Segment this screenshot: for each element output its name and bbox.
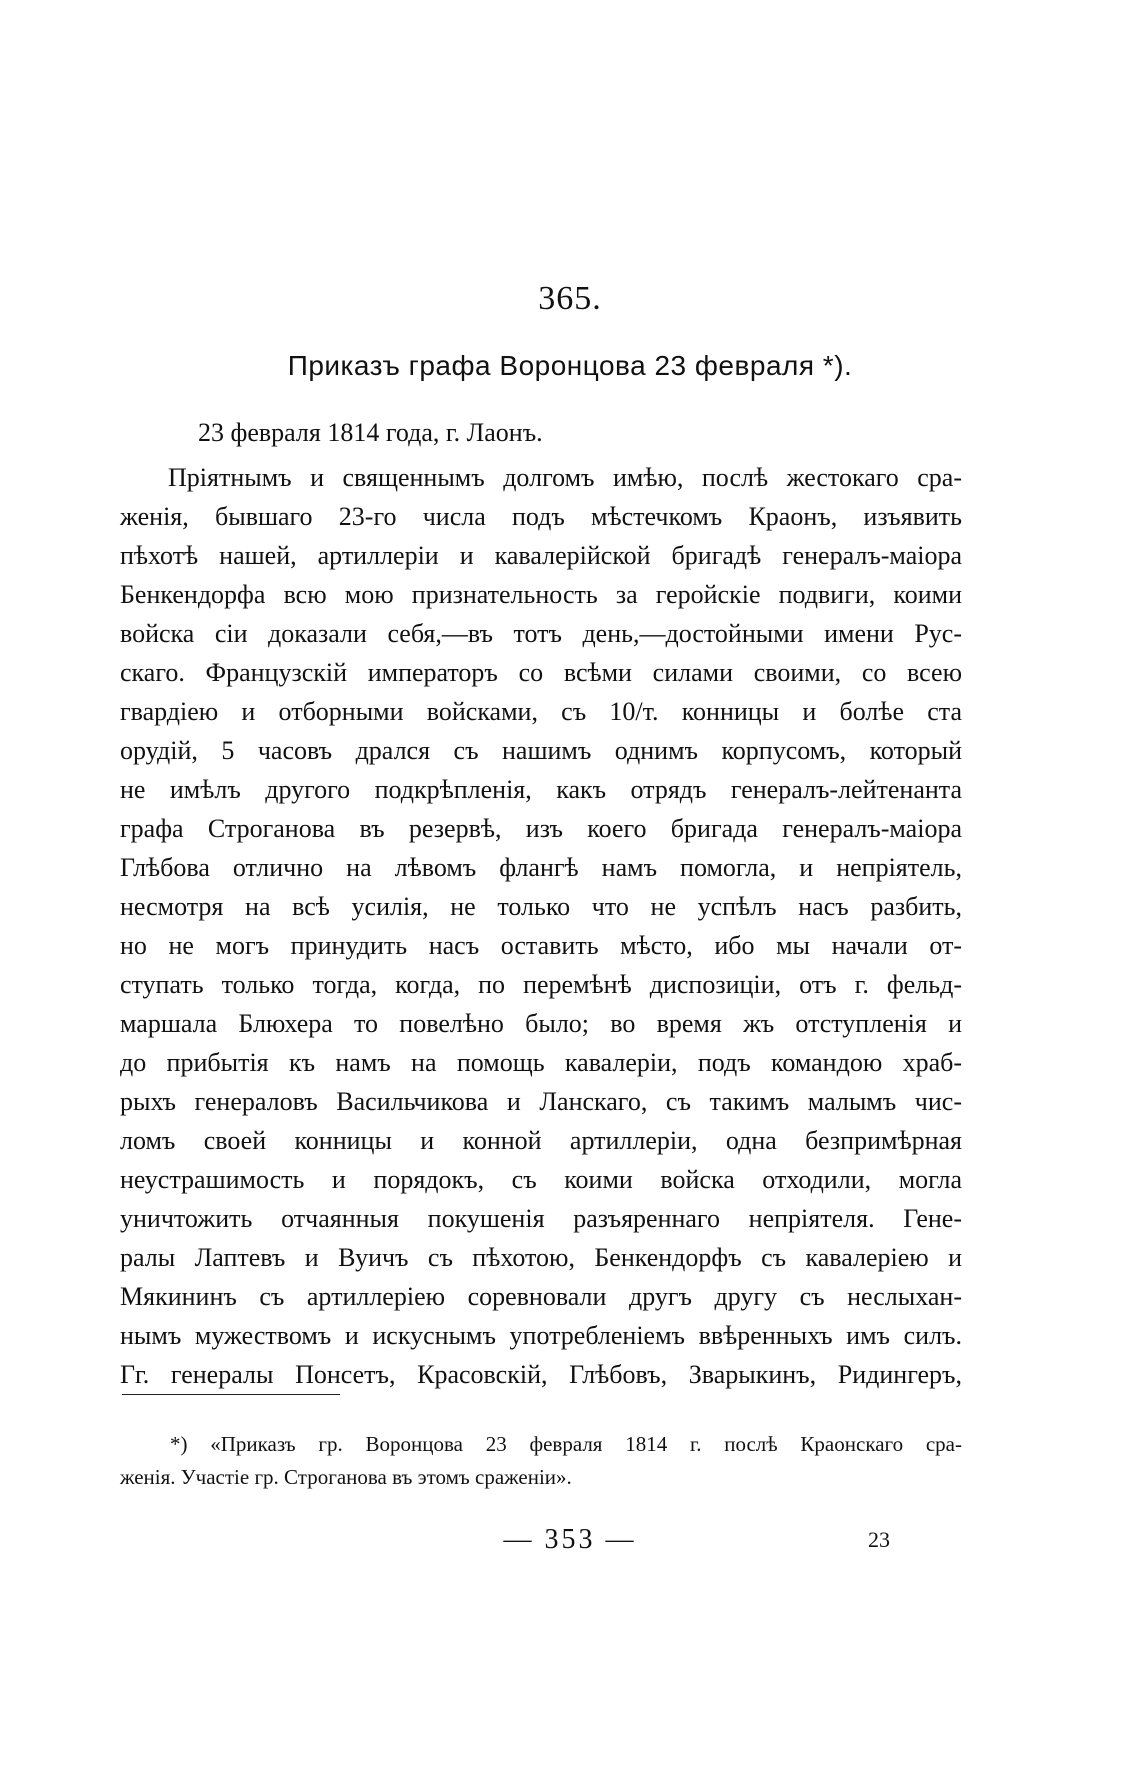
body-line: неустрашимость и порядокъ, съ коими войска отходили, могла (120, 1165, 962, 1194)
body-line: рыхъ генераловъ Васильчикова и Ланскаго, съ такимъ малымъ чис- (120, 1087, 962, 1116)
document-title: Приказъ графа Воронцова 23 февраля *). (287, 350, 853, 381)
body-line: нымъ мужествомъ и искуснымъ употребленіемъ ввѣренныхъ имъ силъ. (120, 1321, 962, 1350)
footnote-line: *) «Приказъ гр. Воронцова 23 февраля 1814 г. послѣ Краонскаго сра- (170, 1432, 962, 1456)
body-line: до прибытія къ намъ на помощь кавалеріи, подъ командою храб- (120, 1048, 962, 1077)
body-line: орудій, 5 часовъ дрался съ нашимъ однимъ корпусомъ, который (120, 736, 962, 765)
document-body (120, 458, 962, 1394)
body-line: Пріятнымъ и священнымъ долгомъ имѣю, послѣ жестокаго сра- (168, 463, 962, 492)
body-line: уничтожить отчаянныя покушенія разъяреннаго непріятеля. Гене- (120, 1204, 962, 1233)
page-number: — 353 — (503, 1524, 637, 1555)
body-line: ломъ своей конницы и конной артиллеріи, одна безпримѣрная (120, 1126, 962, 1155)
body-line: пѣхотѣ нашей, артиллеріи и кавалерійской бригадѣ генералъ-маіора (120, 541, 962, 570)
body-line: женія, бывшаго 23-го числа подъ мѣстечкомъ Краонъ, изъявить (120, 502, 962, 531)
body-line: войска сіи доказали себя,—въ тотъ день,—достойными имени Рус- (120, 619, 962, 648)
body-line: но не могъ принудить насъ оставить мѣсто, ибо мы начали от- (120, 931, 962, 960)
document-date-place: 23 февраля 1814 года, г. Лаонъ. (198, 418, 543, 447)
printer-signature-mark: 23 (868, 1527, 890, 1552)
body-line: Гг. генералы Понсетъ, Красовскій, Глѣбовъ, Зварыкинъ, Ридингеръ, (120, 1360, 962, 1389)
body-line: маршала Блюхера то повелѣно было; во время жъ отступленія и (120, 1009, 962, 1038)
body-line: не имѣлъ другого подкрѣпленія, какъ отрядъ генералъ-лейтенанта (120, 775, 962, 804)
body-line: ралы Лаптевъ и Вуичъ съ пѣхотою, Бенкендорфъ съ кавалеріею и (120, 1243, 962, 1272)
footnote-line: женія. Участіе гр. Строганова въ этомъ сраженіи». (120, 1465, 572, 1489)
body-line: скаго. Французскій императоръ со всѣми силами своими, со всею (120, 658, 962, 687)
body-line: Глѣбова отлично на лѣвомъ флангѣ намъ помогла, и непріятель, (120, 853, 962, 882)
body-line: ступать только тогда, когда, по перемѣнѣ диспозиціи, отъ г. фельд- (120, 970, 962, 999)
footnote-divider (122, 1394, 340, 1395)
body-line: несмотря на всѣ усилія, не только что не успѣлъ насъ разбить, (120, 892, 962, 921)
body-line: Бенкендорфа всю мою признательность за геройскіе подвиги, коими (120, 580, 962, 609)
document-number: 365. (538, 280, 602, 317)
body-line: графа Строганова въ резервѣ, изъ коего бригада генералъ-маіора (120, 814, 962, 843)
footnote (120, 1428, 962, 1494)
body-line: Мякининъ съ артиллеріею соревновали другъ другу съ неслыхан- (120, 1282, 962, 1311)
body-line: гвардіею и отборными войсками, съ 10/т. конницы и болѣе ста (120, 697, 962, 726)
